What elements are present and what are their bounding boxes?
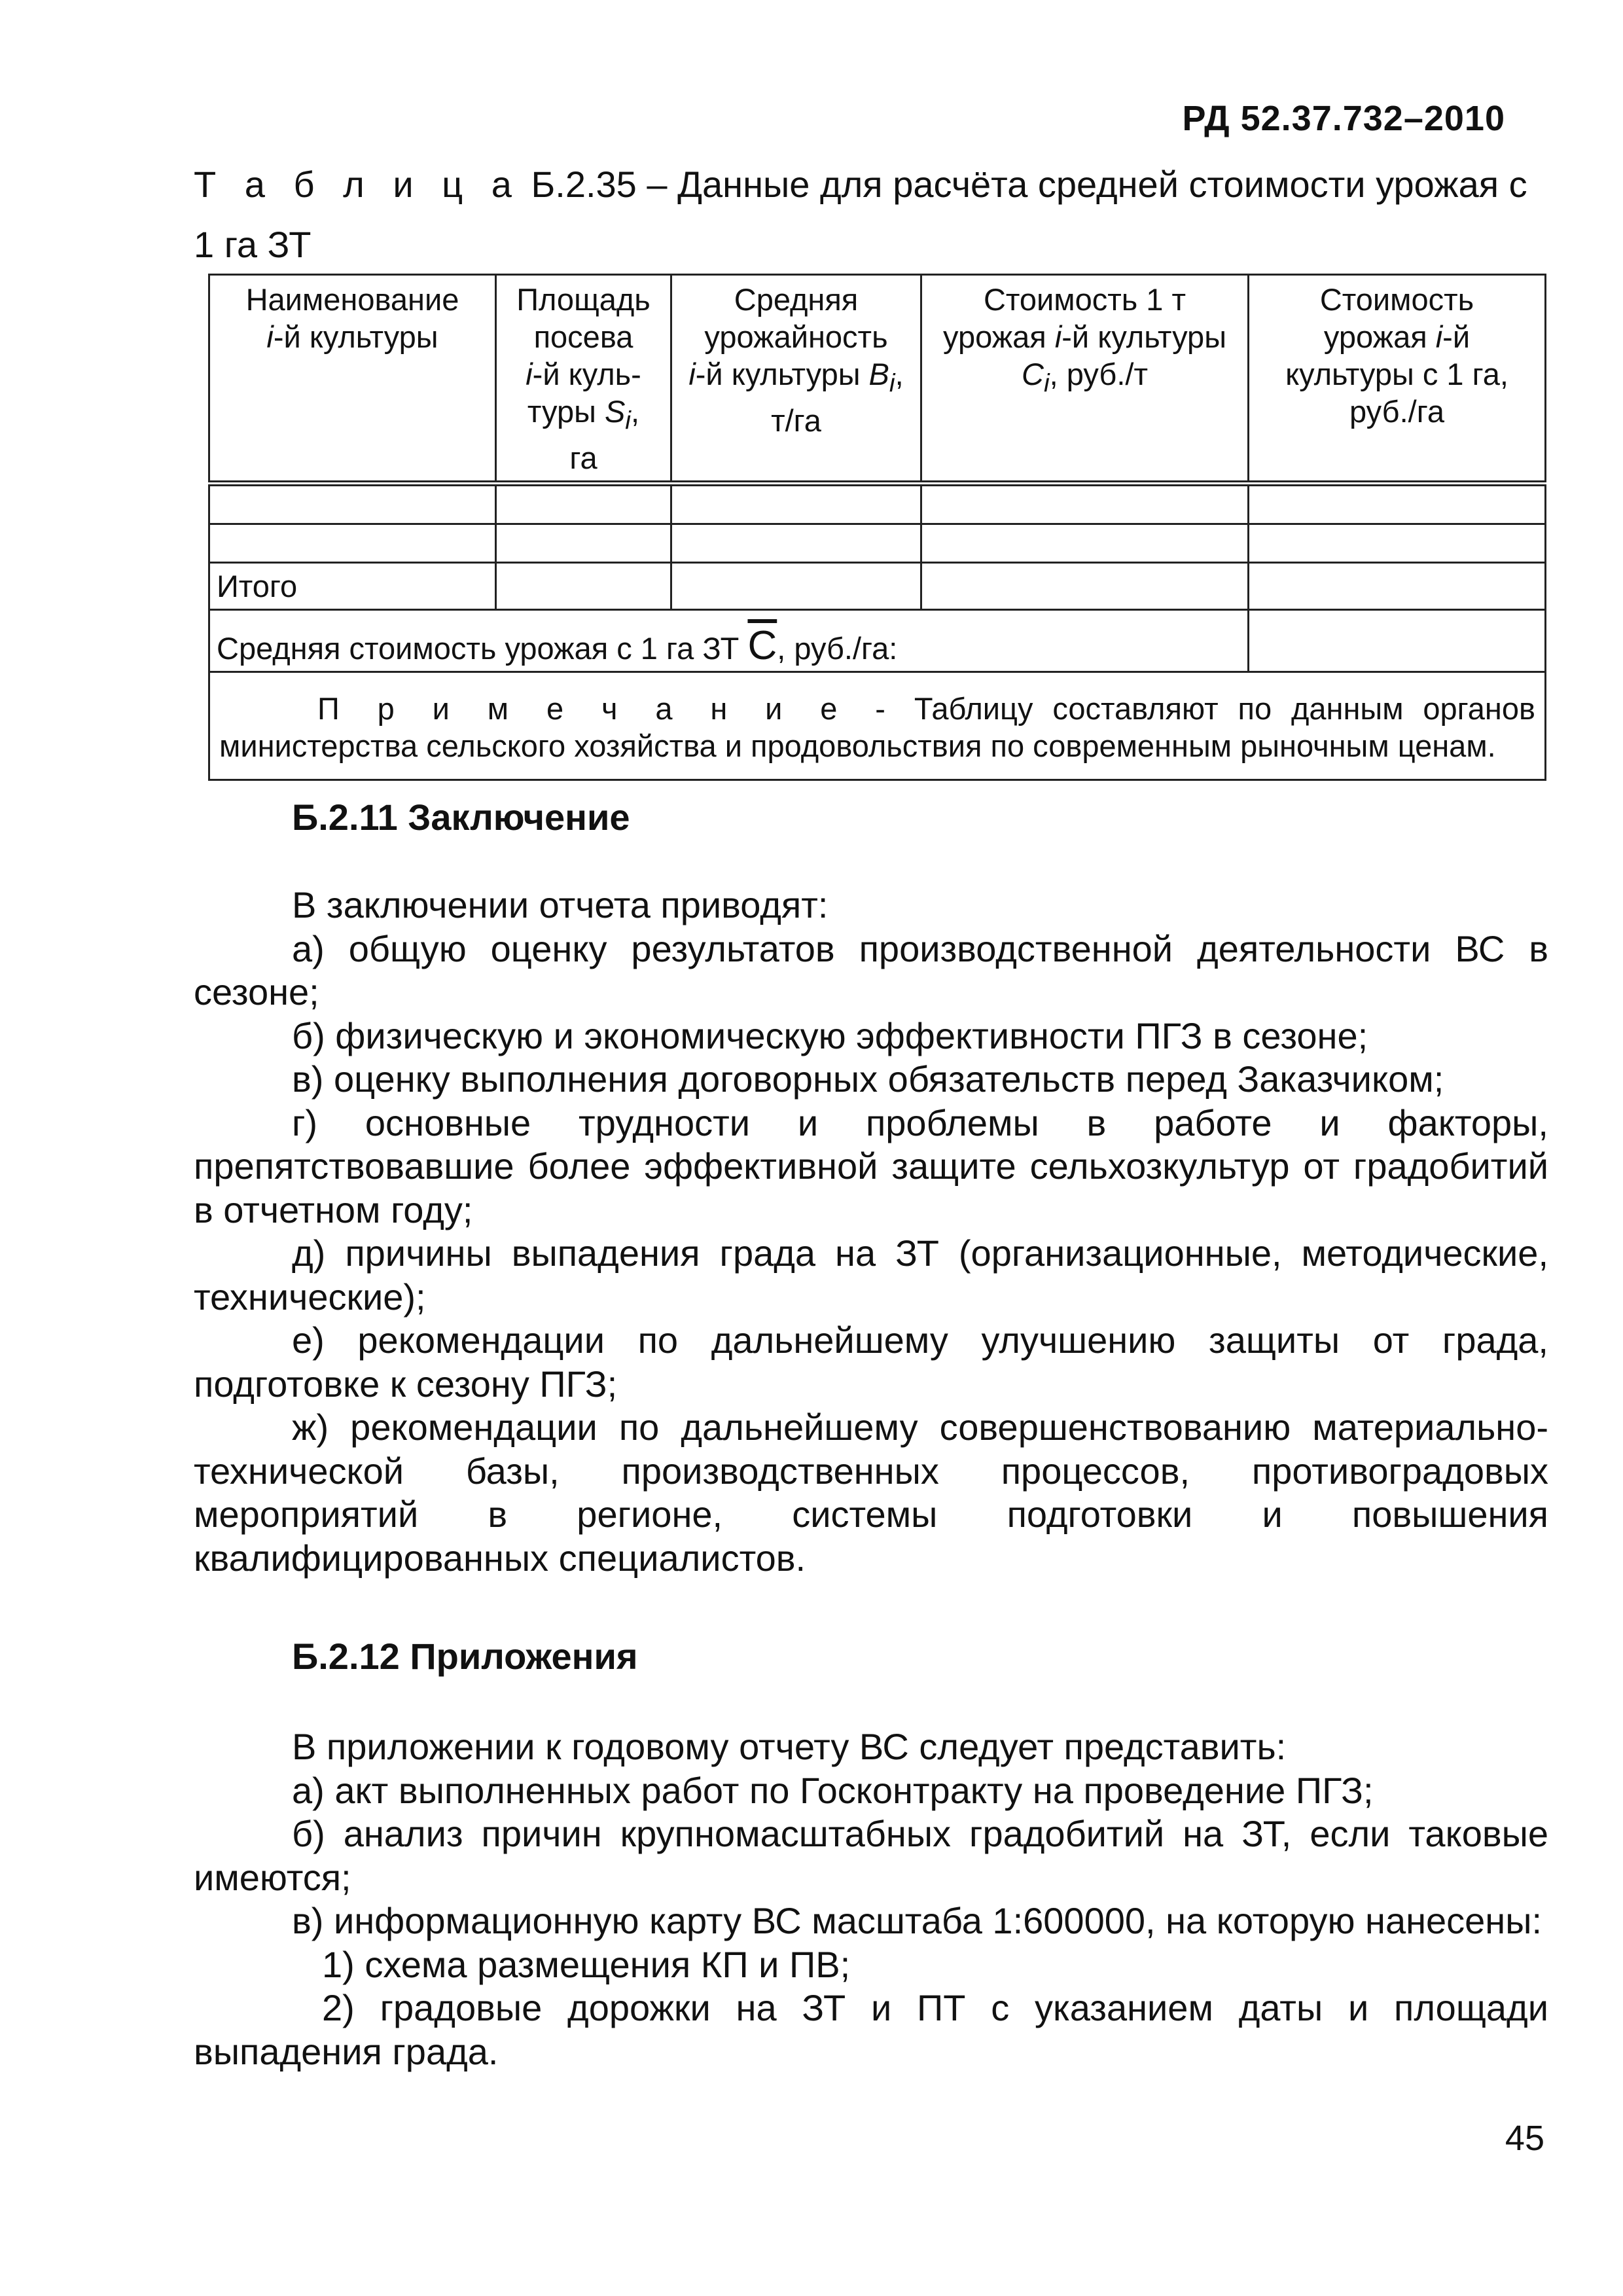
appendices-body — [194, 1725, 1548, 2073]
header-cost-per-hectare: Стоимость урожая i-й культуры с 1 га, руб./га — [1249, 275, 1546, 484]
note-text: Таблицу составляют по данным органов министерства сельского хозяйства и продовольствия по современным рыночным ценам. — [219, 691, 1535, 764]
table-cell — [671, 484, 921, 524]
list-item: б) физическую и экономическую эффективности ПГЗ в сезоне; — [292, 1014, 1368, 1056]
header-cost-per-ton: Стоимость 1 т урожая i-й культуры $C_i$, руб./т — [921, 275, 1249, 484]
header-sown-area: Площадь посева i-й куль- туры $S_i$, га — [496, 275, 671, 484]
list-item: д) причины выпадения града на ЗТ (организационные, методические, технические); — [194, 1232, 1548, 1318]
list-item: г) основные трудности и проблемы в работе и факторы, препятствовавшие более эффективной защите сельхозкультур от градобитий в отчетном году; — [194, 1102, 1548, 1230]
average-cost-label: Средняя стоимость урожая с 1 га ЗТ $\overline{C}$, руб./га: — [209, 610, 1249, 672]
table-cell — [209, 484, 496, 524]
list-item: в) информационную карту ВС масштаба 1:600000, на которую нанесены: — [292, 1900, 1543, 1941]
table-cell — [921, 524, 1249, 563]
sub-list-item: 2) градовые дорожки на ЗТ и ПТ с указанием даты и площади выпадения града. — [194, 1987, 1548, 2072]
table-cell — [671, 563, 921, 610]
table-cell — [496, 563, 671, 610]
page-number: 45 — [1505, 2119, 1544, 2158]
conclusion-intro: В заключении отчета приводят: — [292, 884, 829, 925]
table-cell — [1249, 524, 1546, 563]
list-item: а) общую оценку результатов производственной деятельности ВС в сезоне; — [194, 927, 1548, 1013]
average-cost-symbol: $\overline{C}$ — [747, 623, 777, 669]
header-crop-name: Наименование i-й культуры — [209, 275, 496, 484]
table-cell — [496, 524, 671, 563]
conclusion-body — [194, 884, 1548, 1580]
table-cell — [209, 524, 496, 563]
table-header-row — [209, 275, 1546, 484]
table-cell — [1249, 610, 1546, 672]
table-caption — [194, 154, 1555, 275]
table-row — [209, 524, 1546, 563]
crop-cost-table — [208, 274, 1546, 781]
table-cell — [496, 484, 671, 524]
table-cell — [921, 484, 1249, 524]
table-cell — [1249, 563, 1546, 610]
total-label: Итого — [209, 563, 496, 610]
list-item: а) акт выполненных работ по Госконтракту на проведение ПГЗ; — [292, 1769, 1374, 1811]
header-average-yield: Средняя урожайность i-й культуры $B_i$, т/га — [671, 275, 921, 484]
appendices-intro: В приложении к годовому отчету ВС следует представить: — [292, 1726, 1287, 1767]
table-average-row — [209, 610, 1546, 672]
list-item: ж) рекомендации по дальнейшему совершенствованию материально-технической базы, производственных процессов, противоградовых мероприятий в регионе, системы подготовки и повышения квалифицированных специалистов. — [194, 1407, 1548, 1579]
table-cell — [921, 563, 1249, 610]
table-note-row — [209, 672, 1546, 780]
document-code: РД 52.37.732–2010 — [1182, 99, 1505, 138]
table-total-row — [209, 563, 1546, 610]
note-label: П р и м е ч а н и е - — [317, 691, 895, 726]
table-caption-text: Б.2.35 – Данные для расчёта средней стоимости урожая с 1 га ЗТ — [194, 164, 1527, 265]
list-item: в) оценку выполнения договорных обязательств перед Заказчиком; — [292, 1058, 1444, 1100]
list-item: б) анализ причин крупномасштабных градобитий на ЗТ, если таковые имеются; — [194, 1813, 1548, 1898]
table-caption-label: Т а б л и ц а — [194, 164, 521, 205]
section-heading-conclusion: Б.2.11 Заключение — [292, 797, 630, 838]
sub-list-item: 1) схема размещения КП и ПВ; — [322, 1943, 851, 1985]
table-cell — [1249, 484, 1546, 524]
section-heading-appendices: Б.2.12 Приложения — [292, 1636, 638, 1677]
table-note — [209, 672, 1546, 780]
table-cell — [671, 524, 921, 563]
table-row — [209, 484, 1546, 524]
list-item: е) рекомендации по дальнейшему улучшению защиты от града, подготовке к сезону ПГЗ; — [194, 1319, 1548, 1405]
